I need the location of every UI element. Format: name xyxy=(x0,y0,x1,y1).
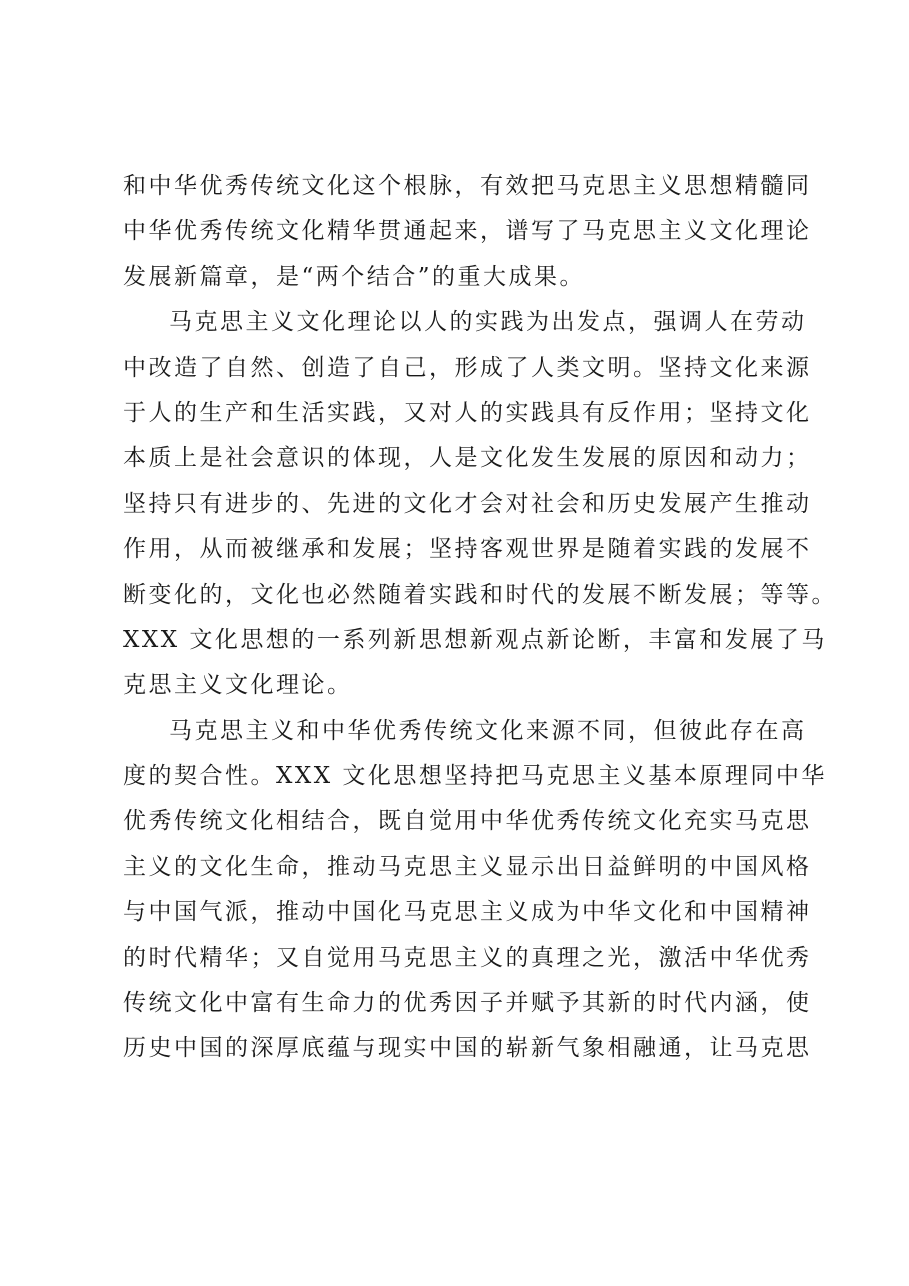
text-line: XXX 文化思想的一系列新思想新观点新论断，丰富和发展了马 xyxy=(123,626,827,653)
text-line: 传统文化中富有生命力的优秀因子并赋予其新的时代内涵，使 xyxy=(123,990,812,1017)
text-line: 克思主义文化理论。 xyxy=(123,672,353,699)
text-line: 与中国气派，推动中国化马克思主义成为中华文化和中国精神 xyxy=(123,899,812,926)
paragraph-2 xyxy=(123,300,837,709)
text-line: 的时代精华；又自觉用马克思主义的真理之光，激活中华优秀 xyxy=(123,944,812,971)
text-line: 本质上是社会意识的体现，人是文化发生发展的原因和动力； xyxy=(123,445,812,472)
text-line: 发展新篇章，是“两个结合”的重大成果。 xyxy=(123,263,586,290)
paragraph-1 xyxy=(123,164,813,300)
text-line: 作用，从而被继承和发展；坚持客观世界是随着实践的发展不 xyxy=(123,536,812,563)
text-line: 中改造了自然、创造了自己，形成了人类文明。坚持文化来源 xyxy=(123,354,812,381)
text-line: 优秀传统文化相结合，既自觉用中华优秀传统文化充实马克思 xyxy=(123,808,812,835)
document-body xyxy=(123,164,837,1072)
text-line: 断变化的，文化也必然随着实践和时代的发展不断发展；等等。 xyxy=(123,581,837,608)
text-line: 和中华优秀传统文化这个根脉，有效把马克思主义思想精髓同 xyxy=(123,173,812,199)
text-line: 中华优秀传统文化精华贯通起来，谱写了马克思主义文化理论 xyxy=(123,218,812,245)
text-line: 于人的生产和生活实践，又对人的实践具有反作用；坚持文化 xyxy=(123,399,812,426)
text-line: 马克思主义文化理论以人的实践为出发点，强调人在劳动 xyxy=(169,309,807,336)
text-line: 度的契合性。XXX 文化思想坚持把马克思主义基本原理同中华 xyxy=(123,763,827,790)
text-line: 马克思主义和中华优秀传统文化来源不同，但彼此存在高 xyxy=(169,717,807,744)
text-line: 坚持只有进步的、先进的文化才会对社会和历史发展产生推动 xyxy=(123,490,812,517)
text-line: 历史中国的深厚底蕴与现实中国的崭新气象相融通，让马克思 xyxy=(123,1035,812,1062)
paragraph-3 xyxy=(123,709,827,1072)
text-line: 主义的文化生命，推动马克思主义显示出日益鲜明的中国风格 xyxy=(123,853,812,880)
